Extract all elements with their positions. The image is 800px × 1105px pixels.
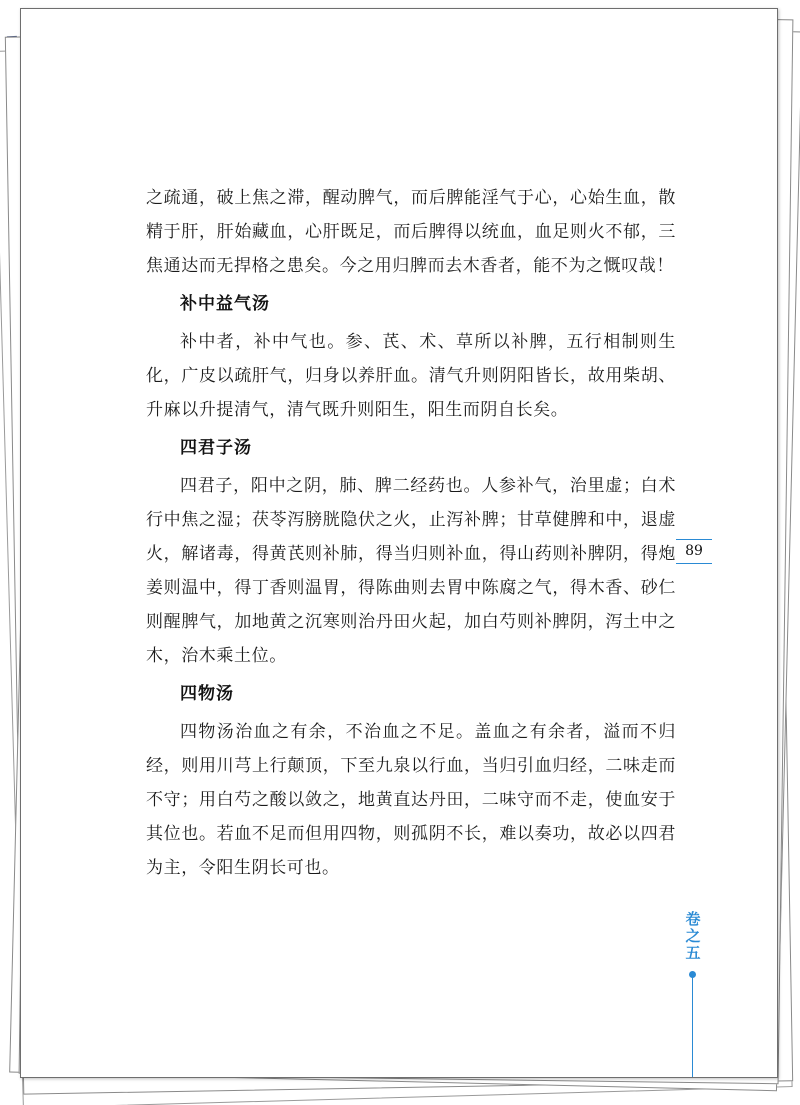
volume-label: 卷之五 [685,910,701,962]
section-text-buzhong-yiqi-tang: 补中者，补中气也。参、芪、术、草所以补脾，五行相制则生化，广皮以疏肝气，归身以养肝血。清气升则阴阳皆长，故用柴胡、升麻以升提清气，清气既升则阳生，阳生而阴自长矣。 [146,332,676,420]
intro-paragraph: 之疏通，破上焦之滞，醒动脾气，而后脾能淫气于心，心始生血，散精于肝，肝始藏血，心肝既足，而后脾得以统血，血足则火不郁，三焦通达而无捍格之患矣。今之用归脾而去木香者，能不为之慨叹哉！ [146,188,676,276]
section-text-siwu-tang: 四物汤治血之有余，不治血之不足。盖血之有余者，溢而不归经，则用川芎上行颠顶，下至九泉以行血，当归引血归经，二味走而不守；用白芍之酸以敛之，地黄直达丹田，二味守而不走，使血安于其位也。若血不足而但用四物，则孤阴不长，难以奏功，故必以四君为主，令阳生阴长可也。 [146,722,676,878]
section-title-sijunzi-tang: 四君子汤 [180,438,252,458]
book-page [20,8,778,1078]
volume-marker-line [692,977,693,1077]
page-content [146,181,676,885]
section-title-buzhong-yiqi-tang: 补中益气汤 [180,294,270,314]
section-text-sijunzi-tang: 四君子，阳中之阴，肺、脾二经药也。人参补气，治里虚；白术行中焦之湿；茯苓泻膀胱隐伏之火，止泻补脾；甘草健脾和中，退虚火，解诸毒，得黄芪则补肺，得当归则补血，得山药则补脾阴，得炮姜则温中，得丁香则温胃，得陈曲则去胃中陈腐之气，得木香、砂仁则醒脾气，加地黄之沉寒则治丹田火起，加白芍则补脾阴，泻土中之木，治木乘土位。 [146,476,676,666]
section-title-siwu-tang: 四物汤 [180,684,234,704]
page-number: 89 [676,539,712,564]
